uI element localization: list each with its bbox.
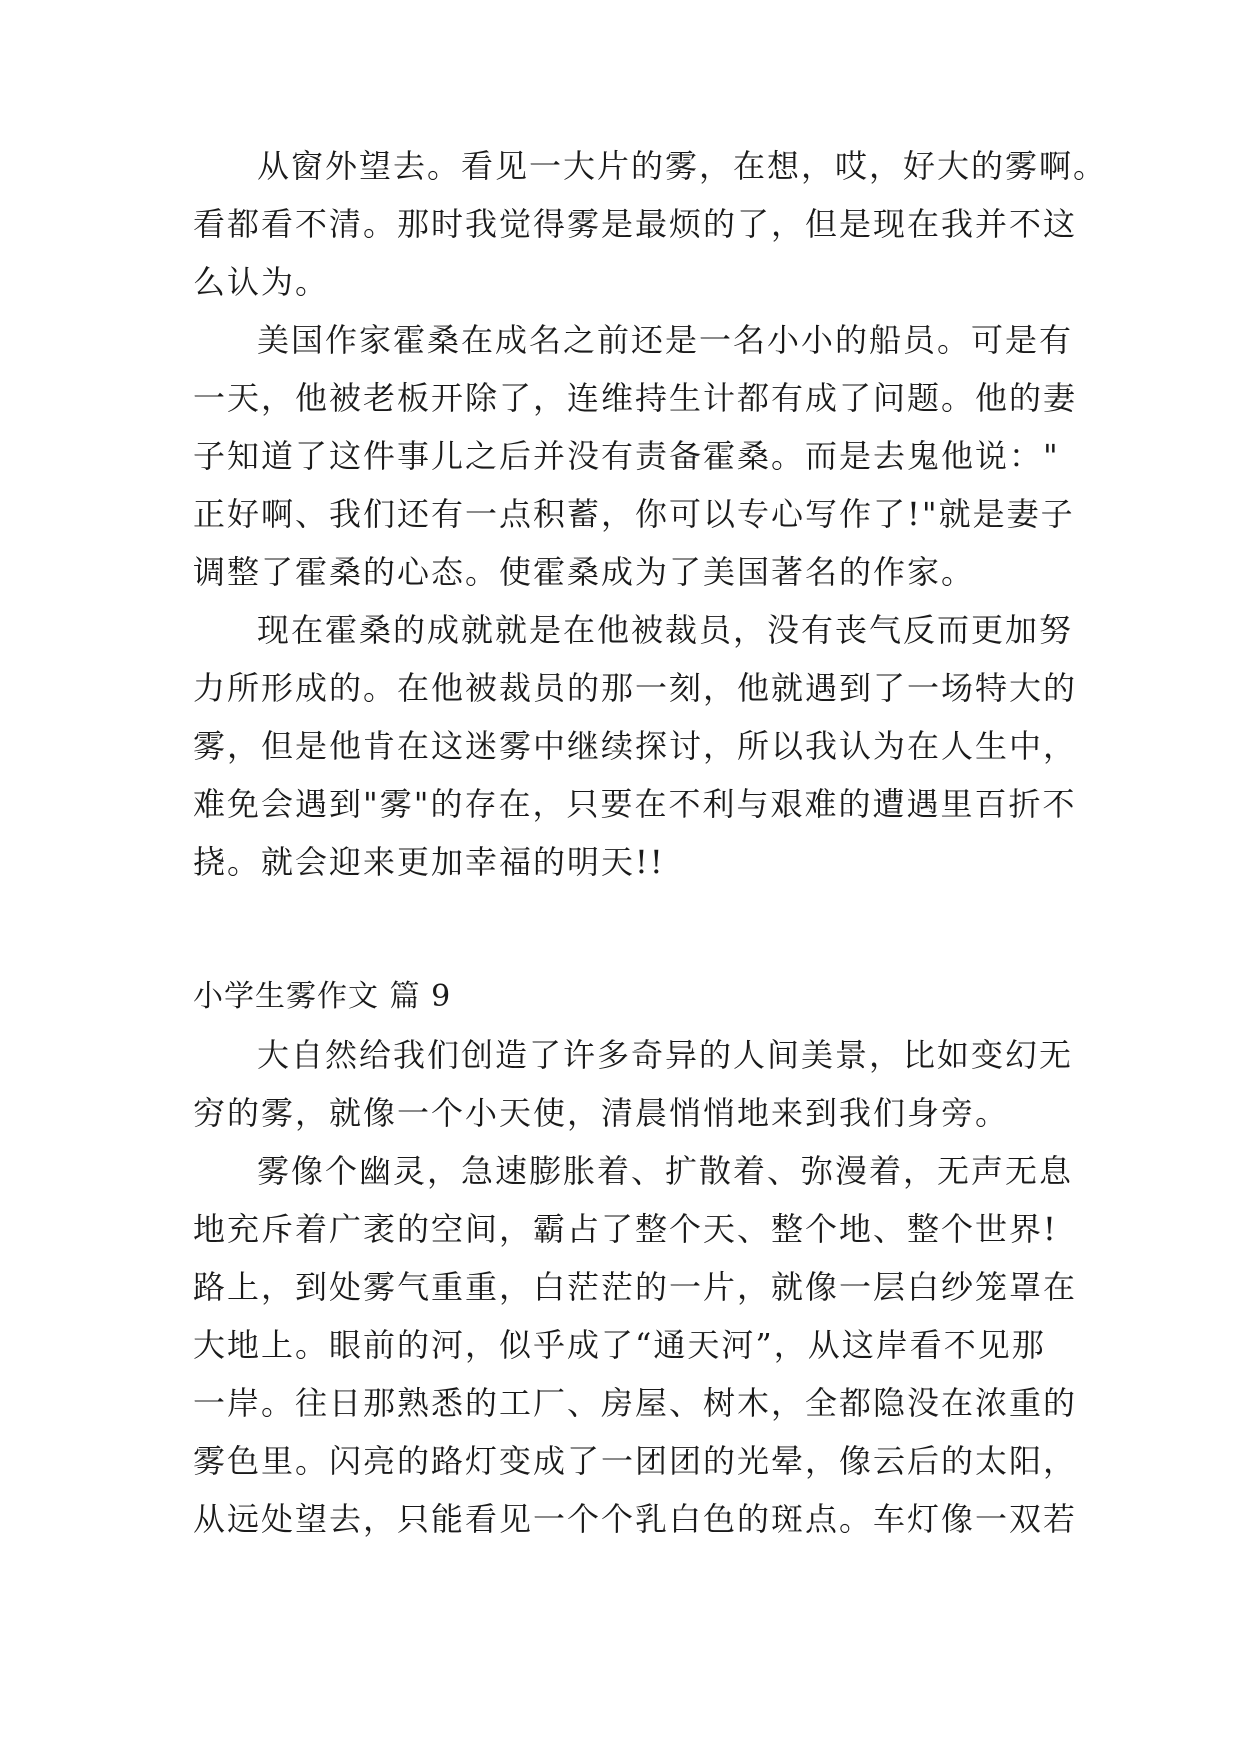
paragraph — [193, 137, 1108, 311]
text-line: 地充斥着广袤的空间，霸占了整个天、整个地、整个世界! — [193, 1210, 1058, 1248]
text-line: 路上，到处雾气重重，白茫茫的一片，就像一层白纱笼罩在 — [193, 1268, 1078, 1306]
text-line: 雾色里。闪亮的路灯变成了一团团的光晕，像云后的太阳， — [193, 1442, 1078, 1480]
text-line: 从远处望去，只能看见一个个乳白色的斑点。车灯像一双若 — [193, 1500, 1078, 1538]
paragraph — [193, 601, 1078, 891]
text-line: 子知道了这件事儿之后并没有责备霍桑。而是去鬼他说：" — [193, 437, 1060, 475]
text-line: 一天，他被老板开除了，连维持生计都有成了问题。他的妻 — [193, 379, 1078, 417]
text-line: 调整了霍桑的心态。使霍桑成为了美国著名的作家。 — [193, 553, 976, 591]
text-line: 大自然给我们创造了许多奇异的人间美景，比如变幻无 — [257, 1036, 1074, 1074]
text-line: 美国作家霍桑在成名之前还是一名小小的船员。可是有 — [257, 321, 1074, 359]
paragraph — [193, 311, 1078, 601]
text-line: 么认为。 — [193, 263, 330, 301]
text-line: 雾，但是他肯在这迷雾中继续探讨，所以我认为在人生中， — [193, 727, 1078, 765]
text-line: 一岸。往日那熟悉的工厂、房屋、树木，全都隐没在浓重的 — [193, 1384, 1078, 1422]
text-line: 雾像个幽灵，急速膨胀着、扩散着、弥漫着，无声无息 — [257, 1152, 1074, 1190]
essay-section — [193, 968, 1078, 1548]
paragraph — [193, 1142, 1078, 1548]
text-line: 力所形成的。在他被裁员的那一刻，他就遇到了一场特大的 — [193, 669, 1078, 707]
text-line: 看都看不清。那时我觉得雾是最烦的了，但是现在我并不这 — [193, 205, 1078, 243]
section-heading: 小学生雾作文 篇 9 — [193, 979, 452, 1014]
essay-continuation — [193, 137, 1108, 891]
text-line: 穷的雾，就像一个小天使，清晨悄悄地来到我们身旁。 — [193, 1094, 1010, 1132]
text-line: 现在霍桑的成就就是在他被裁员，没有丧气反而更加努 — [257, 611, 1074, 649]
text-line: 从窗外望去。看见一大片的雾，在想，哎，好大的雾啊。 — [257, 147, 1108, 185]
text-line: 正好啊、我们还有一点积蓄，你可以专心写作了!"就是妻子 — [193, 495, 1075, 533]
text-line: 难免会遇到"雾"的存在，只要在不利与艰难的遭遇里百折不 — [193, 785, 1077, 823]
text-line: 大地上。眼前的河，似乎成了“通天河”，从这岸看不见那 — [193, 1326, 1046, 1364]
paragraph — [193, 1026, 1074, 1142]
text-line: 挠。就会迎来更加幸福的明天!! — [193, 843, 665, 881]
